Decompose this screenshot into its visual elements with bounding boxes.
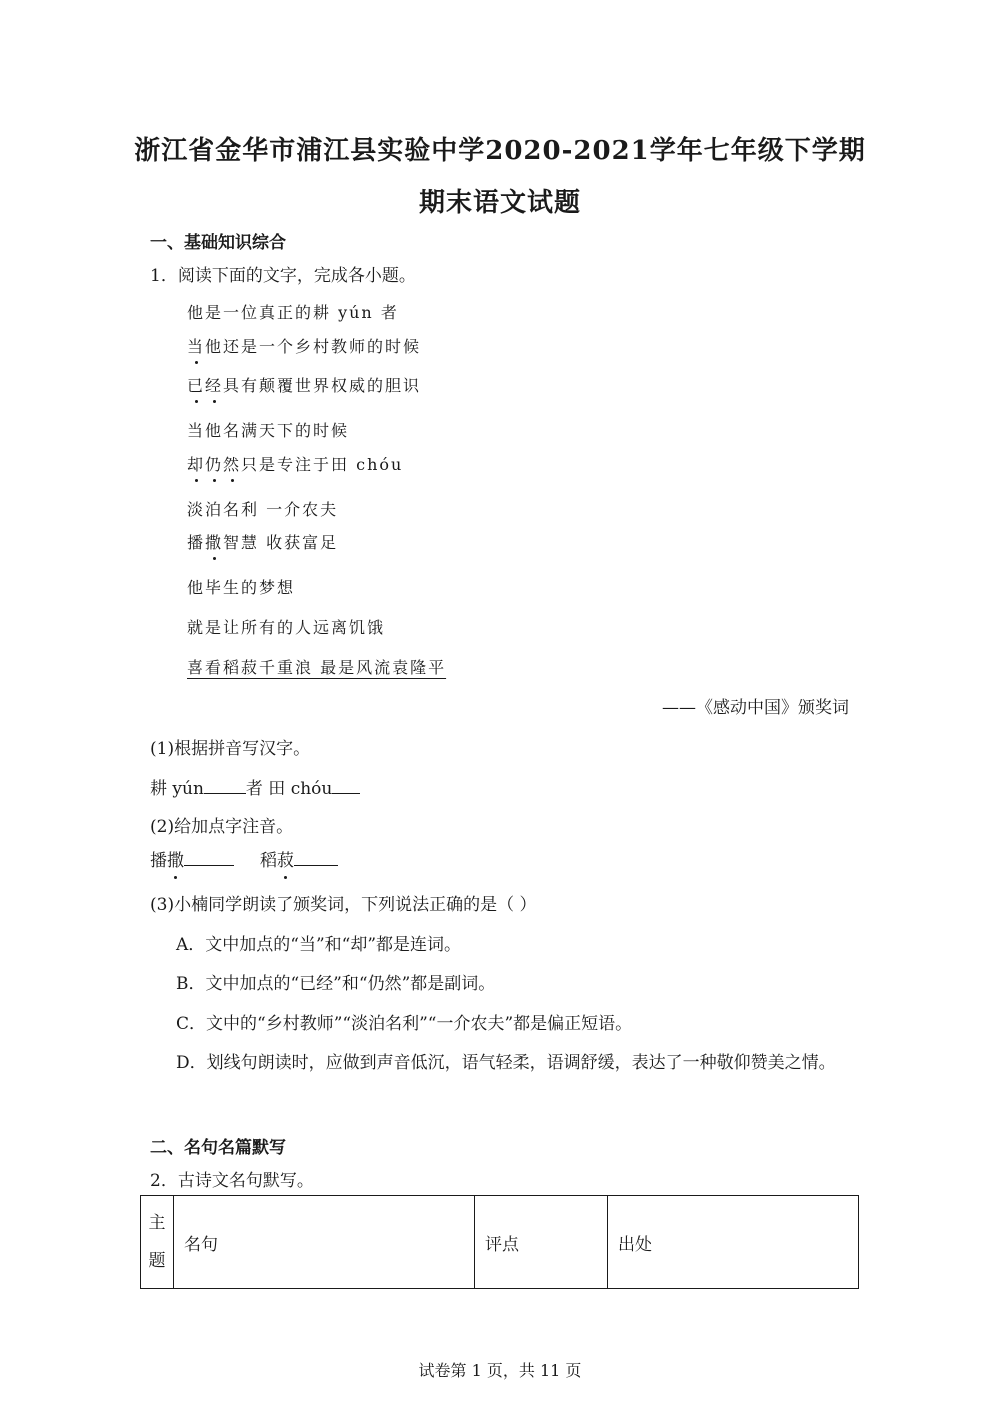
header-text: 题 xyxy=(148,1251,166,1271)
question-1-stem: 1．阅读下面的文字，完成各小题。 xyxy=(150,266,416,286)
dotted-char: 然 xyxy=(223,455,242,474)
poem-line-2 xyxy=(187,334,421,357)
section-heading-1: 一、基础知识综合 xyxy=(150,233,286,253)
answer-blank[interactable] xyxy=(184,849,234,866)
poem-line-5 xyxy=(187,452,403,475)
header-cell-comment: 评点 xyxy=(475,1196,608,1289)
answer-blank[interactable] xyxy=(294,849,338,866)
option-b[interactable]: B．文中加点的“已经”和“仍然”都是副词。 xyxy=(176,974,496,994)
section-heading-2: 二、名句名篇默写 xyxy=(150,1138,286,1158)
answer-prompt: 者 田 chóu xyxy=(245,779,333,799)
page-title-line2: 期末语文试题 xyxy=(418,188,581,218)
dotted-char: 经 xyxy=(205,376,224,395)
recitation-table xyxy=(140,1195,859,1289)
attribution: ——《感动中国》颁奖词 xyxy=(662,698,849,718)
answer-blank[interactable] xyxy=(204,777,246,794)
poem-line-3 xyxy=(187,373,421,396)
poem-text: 播 xyxy=(187,533,206,552)
poem-text: 具有颠覆世界权威的胆识 xyxy=(223,376,422,395)
subquestion-2-answer-line xyxy=(150,846,338,871)
option-c[interactable]: C．文中的“乡村教师”“淡泊名利”“一介农夫”都是偏正短语。 xyxy=(176,1014,633,1034)
page-title-line1: 浙江省金华市浦江县实验中学2020-2021学年七年级下学期 xyxy=(134,136,866,166)
poem-line-1: 他是一位真正的耕 yún 者 xyxy=(187,303,399,322)
dotted-char: 仍 xyxy=(205,455,224,474)
poem-line-7 xyxy=(187,530,338,553)
poem-text: 智慧 收获富足 xyxy=(223,533,339,552)
poem-line-10-underlined: 喜看稻菽千重浪 最是风流袁隆平 xyxy=(187,658,447,677)
subquestion-3: (3)小楠同学朗读了颁奖词，下列说法正确的是（ ） xyxy=(150,895,537,915)
poem-text: 只是专注于田 chóu xyxy=(241,455,404,474)
header-cell-quote: 名句 xyxy=(174,1196,475,1289)
question-2-stem: 2．古诗文名句默写。 xyxy=(150,1171,314,1191)
subquestion-1: (1)根据拼音写汉字。 xyxy=(150,739,311,759)
dotted-char: 撒 xyxy=(205,533,224,552)
answer-blank[interactable] xyxy=(332,777,360,794)
dotted-char: 却 xyxy=(187,455,206,474)
prompt-char: 播 xyxy=(150,851,167,871)
answer-prompt: 耕 yún xyxy=(150,779,204,799)
option-d[interactable]: D．划线句朗读时，应做到声音低沉，语气轻柔，语调舒缓，表达了一种敬仰赞美之情。 xyxy=(176,1053,836,1073)
poem-line-6: 淡泊名利 一介农夫 xyxy=(187,500,339,519)
poem-line-9: 就是让所有的人远离饥饿 xyxy=(187,618,386,637)
dotted-char: 撒 xyxy=(167,851,184,871)
poem-text: 他还是一个乡村教师的时候 xyxy=(205,337,422,356)
header-text: 主 xyxy=(148,1213,166,1233)
header-cell-theme xyxy=(141,1196,174,1289)
prompt-char: 稻 xyxy=(260,851,277,871)
dotted-char: 菽 xyxy=(277,851,294,871)
table-header-row xyxy=(141,1196,859,1289)
page-footer: 试卷第 1 页，共 11 页 xyxy=(418,1361,582,1380)
subquestion-2: (2)给加点字注音。 xyxy=(150,817,294,837)
subquestion-1-answer-line xyxy=(150,774,360,799)
dotted-char: 当 xyxy=(187,337,206,356)
header-cell-source: 出处 xyxy=(608,1196,859,1289)
dotted-char: 已 xyxy=(187,376,206,395)
option-a[interactable]: A．文中加点的“当”和“却”都是连词。 xyxy=(176,935,462,955)
poem-line-8: 他毕生的梦想 xyxy=(187,578,296,597)
poem-line-4: 当他名满天下的时候 xyxy=(187,421,350,440)
